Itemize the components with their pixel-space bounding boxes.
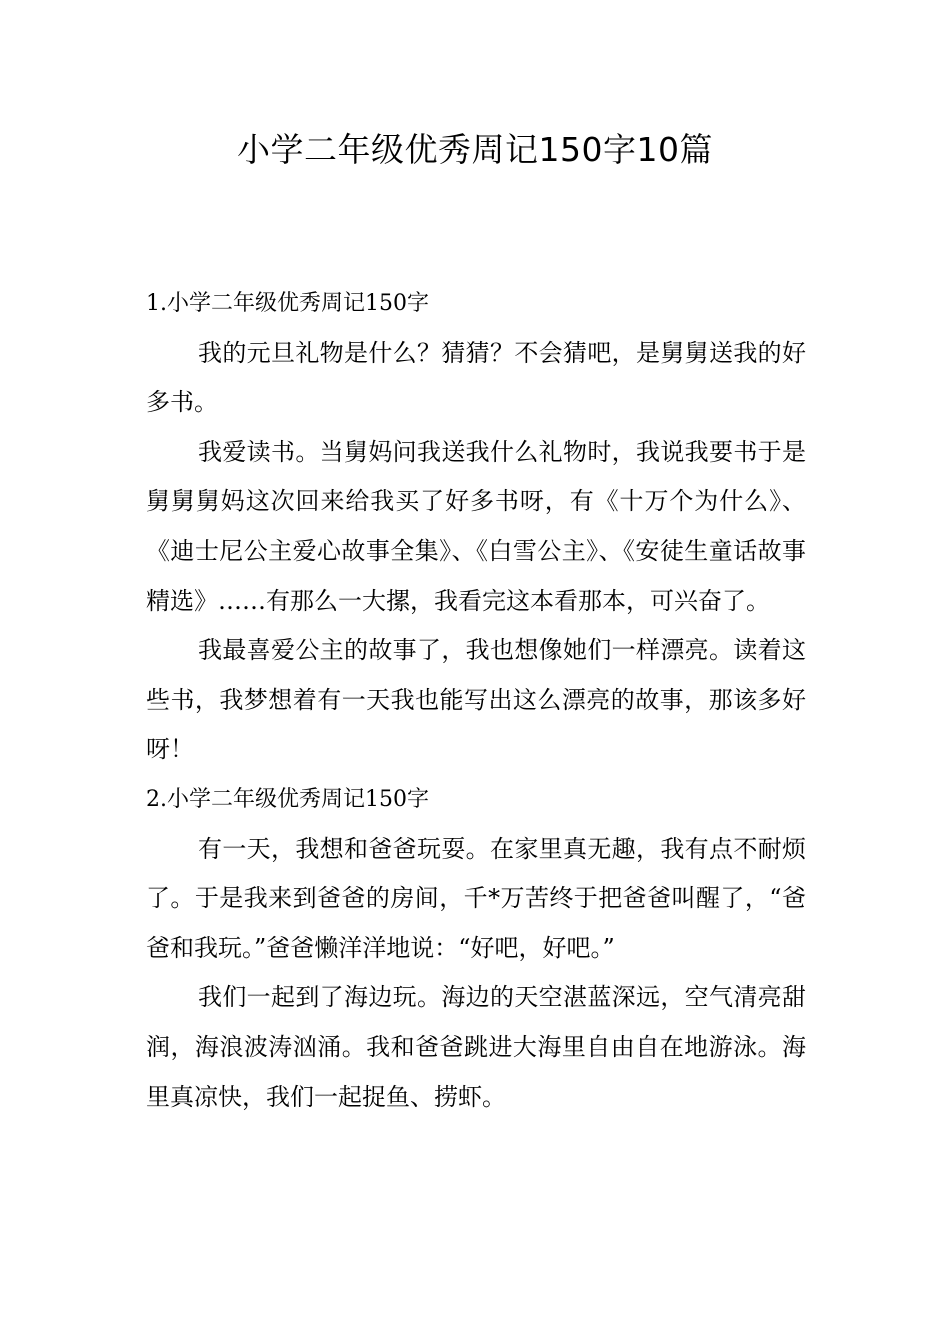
section-heading: 2.小学二年级优秀周记150字 [146,786,429,812]
paragraph: 我们一起到了海边玩。海边的天空湛蓝深远，空气清亮甜润，海浪波涛汹涌。我和爸爸跳进大海里自由自在地游泳。海里真凉快，我们一起捉鱼、捞虾。 [146,983,806,1111]
section-2 [146,775,806,1122]
section-heading: 1.小学二年级优秀周记150字 [146,291,429,316]
section-1 [146,279,806,775]
document-body [146,279,806,1122]
paragraph: 我爱读书。当舅妈问我送我什么礼物时，我说我要书于是舅舅舅妈这次回来给我买了好多书呀，有《十万个为什么》、《迪士尼公主爱心故事全集》、《白雪公主》、《安徒生童话故事精选》……有那么一大摞，我看完这本看那本，可兴奋了。 [146,437,806,615]
paragraph: 有一天，我想和爸爸玩耍。在家里真无趣，我有点不耐烦了。于是我来到爸爸的房间，千*万苦终于把爸爸叫醒了，“爸爸和我玩。”爸爸懒洋洋地说：“好吧，好吧。” [146,834,806,962]
paragraph: 我最喜爱公主的故事了，我也想像她们一样漂亮。读着这些书，我梦想着有一天我也能写出这么漂亮的故事，那该多好呀！ [146,636,806,764]
paragraph: 我的元旦礼物是什么？猜猜？不会猜吧，是舅舅送我的好多书。 [146,338,806,417]
document-title: 小学二年级优秀周记150字10篇 [237,130,713,169]
